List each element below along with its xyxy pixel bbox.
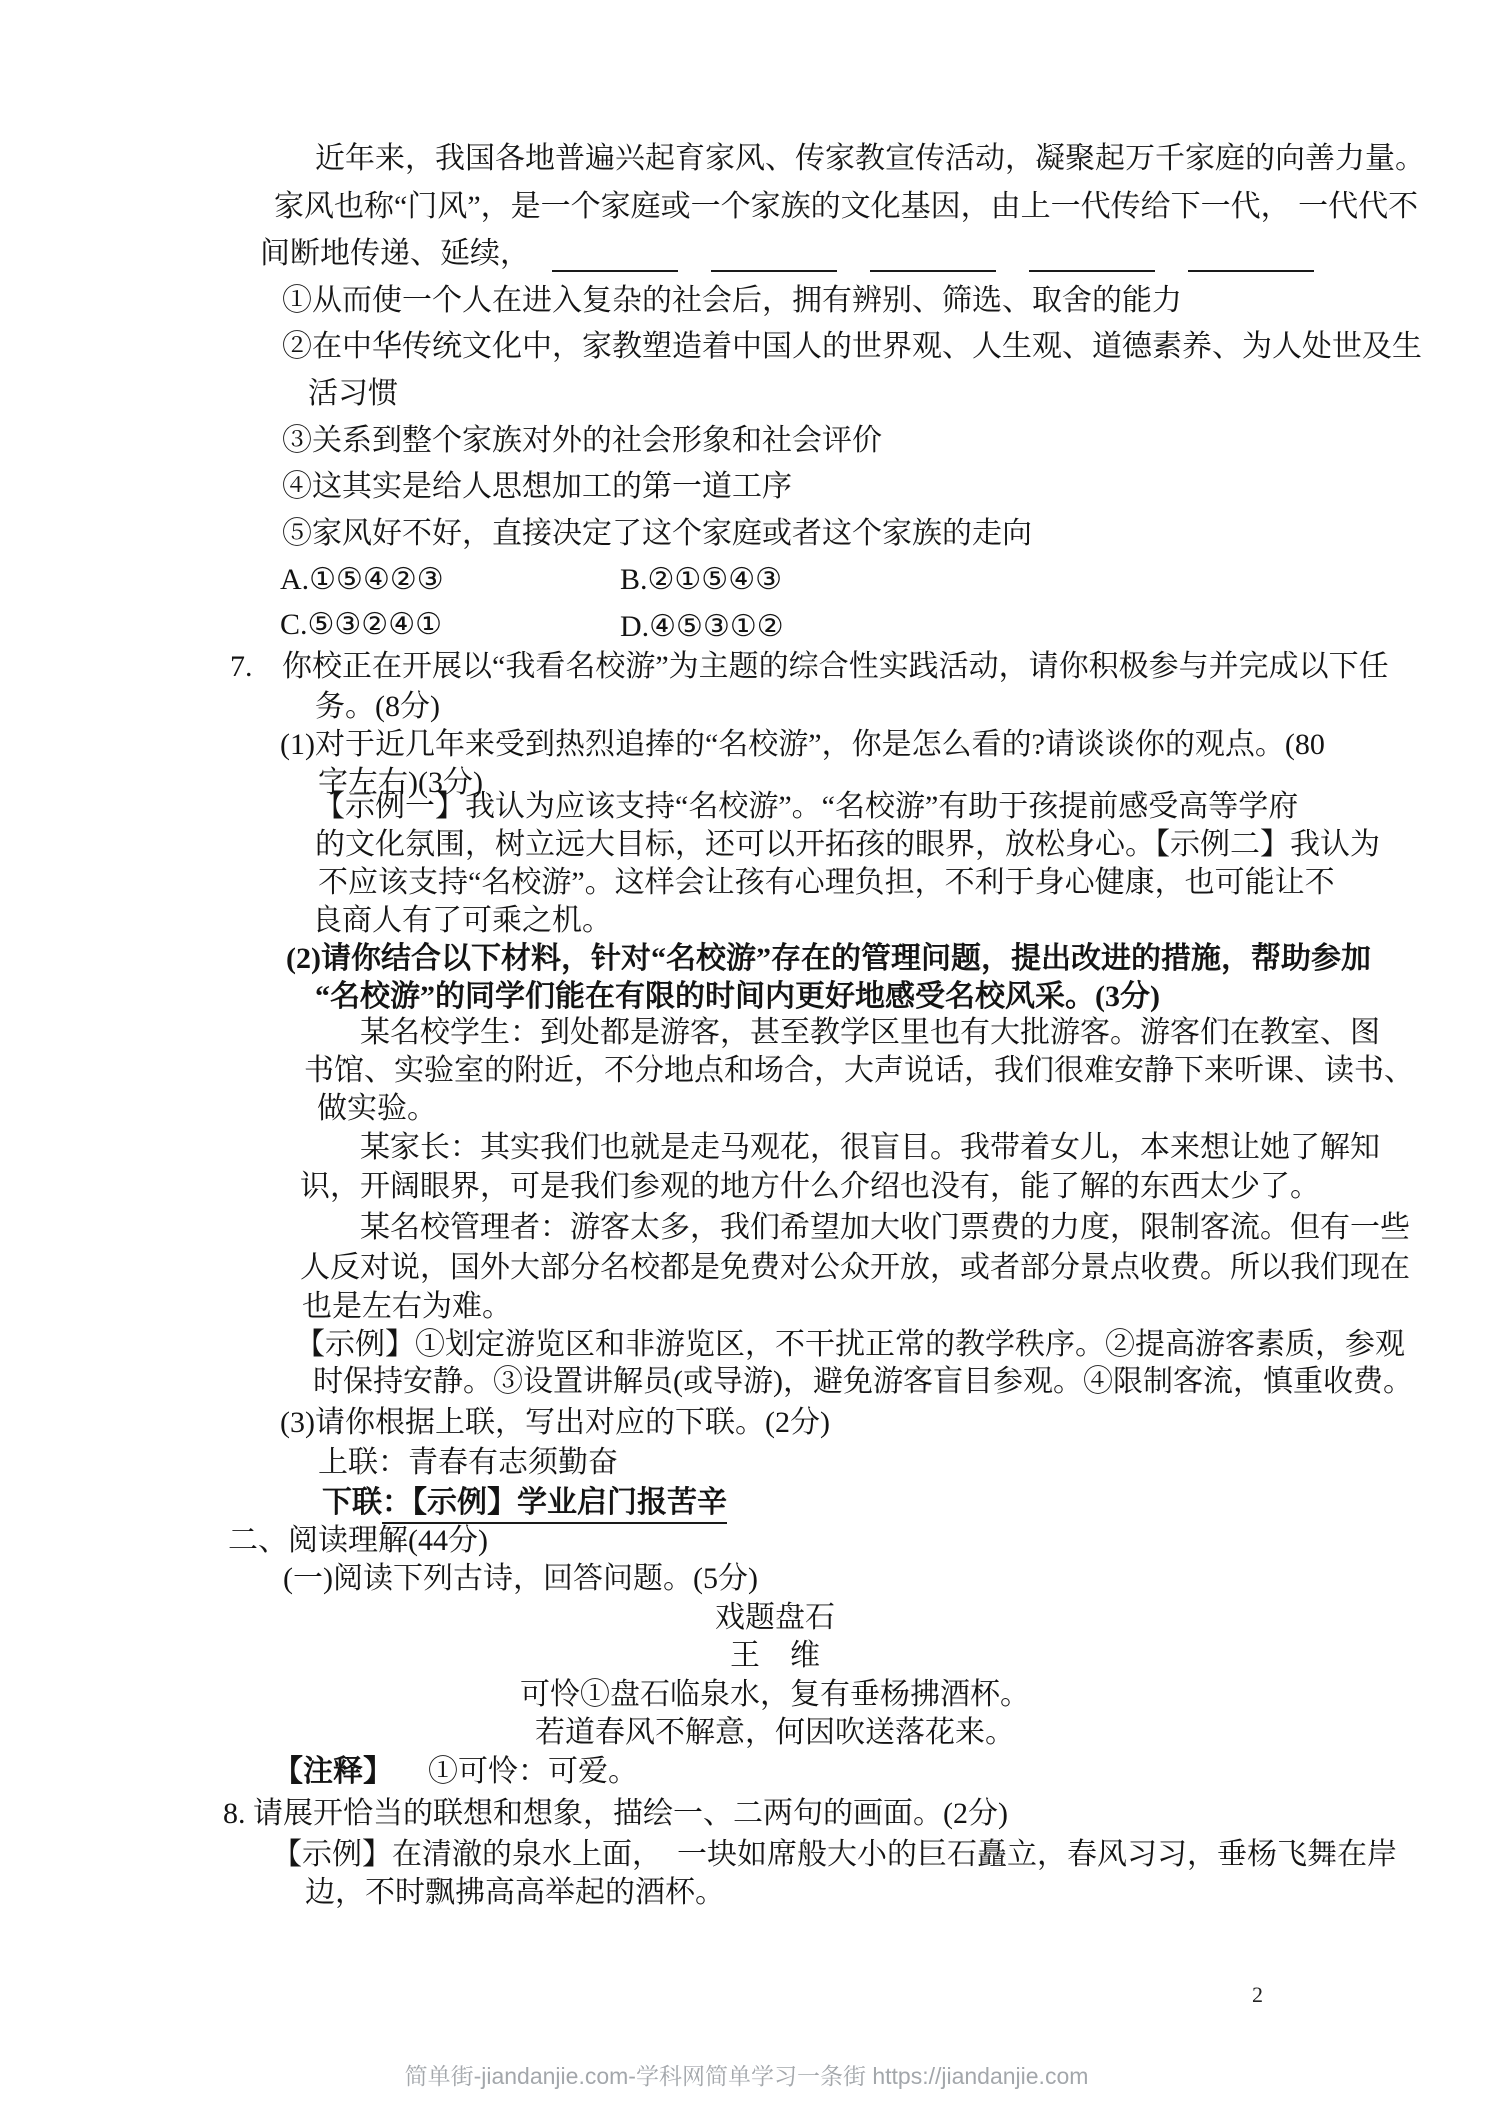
couplet-lower-label: 下联 (322, 1486, 382, 1519)
footer-watermark: 简单街-jiandanjie.com-学科网简单学习一条街 https://jiandanjie.com (404, 2063, 1089, 2089)
material-admin-line-1: 某名校管理者：游客太多，我们希望加大收门票费的力度，限制客流。但有一些 (360, 1211, 1410, 1244)
q7-number: 7. (230, 650, 253, 683)
answer-blank-1 (552, 242, 678, 272)
poem-note-label: 【注释】 (273, 1755, 393, 1788)
q6-sentence-1: ①从而使一个人在进入复杂的社会后，拥有辨别、筛选、取舍的能力 (282, 284, 1182, 317)
q6-sentence-2: ②在中华传统文化中，家教塑造着中国人的世界观、人生观、道德素养、为人处世及生 (282, 330, 1422, 363)
material-admin-line-3: 也是左右为难。 (302, 1290, 512, 1323)
q7-stem-line-1: 你校正在开展以“我看名校游”为主题的综合性实践活动，请你积极参与并完成以下任 (282, 650, 1389, 683)
material-student-line-2: 书馆、实验室的附近，不分地点和场合，大声说话，我们很难安静下来听课、读书、 (304, 1054, 1414, 1087)
q7-part3-prompt: (3)请你根据上联，写出对应的下联。(2分) (280, 1406, 830, 1439)
q6-sentence-5: ⑤家风好不好，直接决定了这个家庭或者这个家族的走向 (282, 517, 1032, 550)
q8-answer-line-2: 边，不时飘拂高高举起的酒杯。 (305, 1876, 725, 1909)
option-a: A.①⑤④②③ (280, 563, 444, 596)
answer-blank-5 (1188, 242, 1314, 272)
q7-part1-answer-line-3: 不应该支持“名校游”。这样会让孩有心理负担，不利于身心健康，也可能让不 (318, 866, 1335, 899)
page-number: 2 (1252, 1982, 1263, 2007)
couplet-lower-answer: ：【示例】学业启门报苦辛 (382, 1486, 727, 1524)
q7-part2-line-2: “名校游”的同学们能在有限的时间内更好地感受名校风采。(3分) (315, 980, 1160, 1013)
q7-part2-answer-line-1: 【示例】①划定游览区和非游览区，不干扰正常的教学秩序。②提高游客素质，参观 (295, 1328, 1405, 1361)
poem-note-text: ①可怜：可爱。 (428, 1755, 638, 1788)
answer-blank-4 (1029, 242, 1155, 272)
q6-intro-line-3-text: 间断地传递、延续， (260, 237, 530, 270)
poem-title: 戏题盘石 (715, 1601, 835, 1634)
q6-intro-line-1: 近年来，我国各地普遍兴起育家风、传家教宣传活动，凝聚起万千家庭的向善力量。 (315, 142, 1425, 175)
answer-blank-3 (870, 242, 996, 272)
q7-part1-line-1: (1)对于近几年来受到热烈追捧的“名校游”，你是怎么看的?请谈谈你的观点。(80 (280, 728, 1325, 761)
q8-stem: 8. 请展开恰当的联想和想象，描绘一、二两句的画面。(2分) (223, 1797, 1008, 1830)
q7-part2-answer-line-2: 时保持安静。③设置讲解员(或导游)，避免游客盲目参观。④限制客流，慎重收费。 (313, 1365, 1413, 1398)
option-d: D.④⑤③①② (620, 610, 784, 643)
option-c: C.⑤③②④① (280, 608, 442, 641)
q6-sentence-3: ③关系到整个家族对外的社会形象和社会评价 (282, 424, 882, 457)
material-student-line-1: 某名校学生：到处都是游客，甚至教学区里也有大批游客。游客们在教室、图 (360, 1016, 1380, 1049)
couplet-upper-line: 上联：青春有志须勤奋 (318, 1446, 618, 1479)
q6-intro-line-2: 家风也称“门风”，是一个家庭或一个家族的文化基因，由上一代传给下一代， 一代代不 (274, 190, 1419, 223)
q7-part1-line-2: 字左右)(3分) (318, 766, 483, 799)
poem-author: 王 维 (730, 1639, 820, 1672)
material-student-line-3: 做实验。 (317, 1092, 437, 1125)
q7-part1-answer-line-2: 的文化氛围，树立远大目标，还可以开拓孩的眼界，放松身心。【示例二】我认为 (315, 828, 1380, 861)
couplet-lower-line (322, 1486, 727, 1521)
q6-sentence-2-wrap: 活习惯 (308, 377, 398, 410)
section2-heading: 二、阅读理解(44分) (228, 1524, 488, 1557)
option-b: B.②①⑤④③ (620, 563, 782, 596)
q7-part1-answer-line-4: 良商人有了可乘之机。 (312, 904, 612, 937)
answer-blank-2 (711, 242, 837, 272)
material-admin-line-2: 人反对说，国外大部分名校都是免费对公众开放，或者部分景点收费。所以我们现在 (300, 1251, 1410, 1284)
q8-answer-line-1: 【示例】在清澈的泉水上面， 一块如席般大小的巨石矗立，春风习习，垂杨飞舞在岸 (272, 1838, 1397, 1871)
material-parent-line-1: 某家长：其实我们也就是走马观花，很盲目。我带着女儿，本来想让她了解知 (360, 1131, 1380, 1164)
section2-subheading: (一)阅读下列古诗，回答问题。(5分) (283, 1562, 758, 1595)
q7-part2-line-1: (2)请你结合以下材料，针对“名校游”存在的管理问题，提出改进的措施，帮助参加 (286, 942, 1371, 975)
q6-intro-line-3 (260, 237, 1314, 272)
q7-part1-answer-line-1: 【示例一】我认为应该支持“名校游”。“名校游”有助于孩提前感受高等学府 (315, 790, 1299, 823)
material-parent-line-2: 识，开阔眼界，可是我们参观的地方什么介绍也没有，能了解的东西太少了。 (300, 1170, 1320, 1203)
poem-line-1: 可怜①盘石临泉水，复有垂杨拂酒杯。 (520, 1678, 1030, 1711)
poem-line-2: 若道春风不解意，何因吹送落花来。 (535, 1716, 1015, 1749)
q6-sentence-4: ④这其实是给人思想加工的第一道工序 (282, 470, 792, 503)
q7-stem-line-2: 务。(8分) (315, 690, 440, 723)
